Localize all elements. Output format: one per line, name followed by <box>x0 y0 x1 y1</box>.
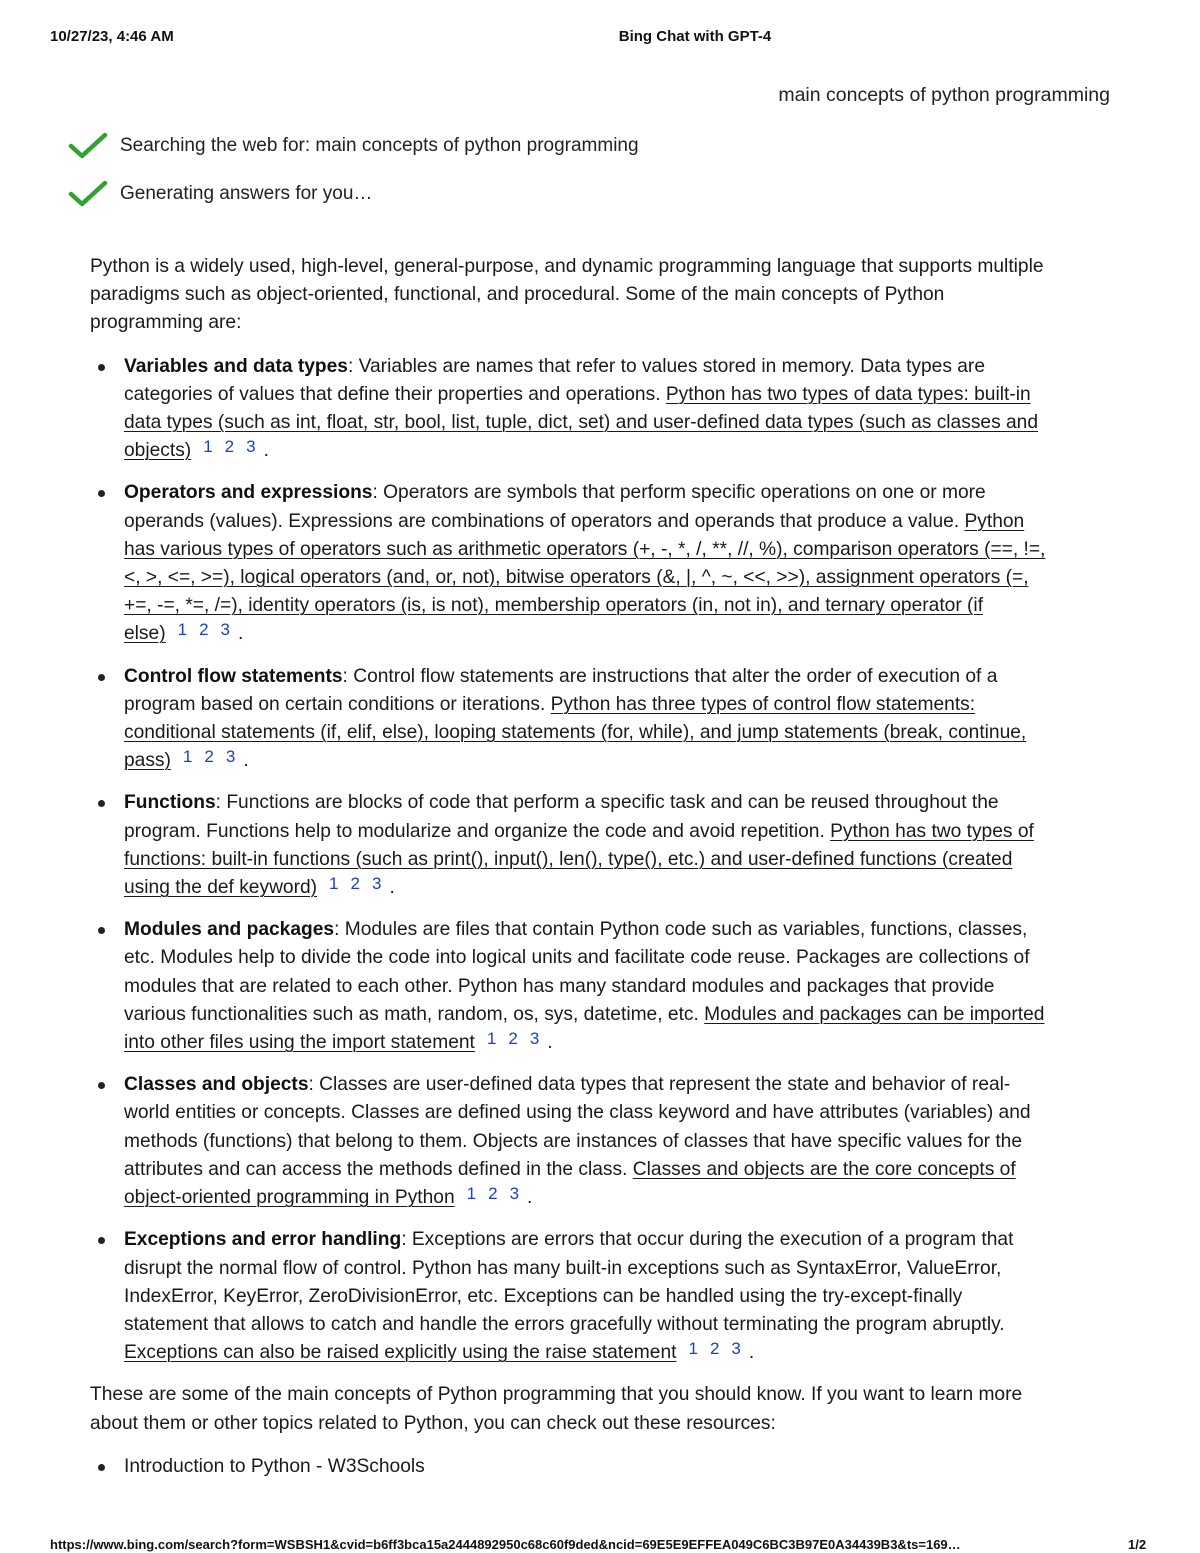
concept-list <box>90 353 1050 1368</box>
citation-group <box>170 620 236 644</box>
citation-link-2[interactable]: 2 <box>488 1184 498 1204</box>
citation-group <box>195 437 261 461</box>
concept-text: : Operators are symbols that perform specific operations on one or more operands (values). Expressions are combinations of operators and operands that produce a value. <box>124 482 986 532</box>
concept-term: Functions <box>124 792 216 814</box>
print-header-title: Bing Chat with GPT-4 <box>618 28 772 45</box>
citation-link-3[interactable]: 3 <box>731 1339 741 1359</box>
concept-term: Modules and packages <box>124 919 335 941</box>
citation-link-2[interactable]: 2 <box>224 437 235 457</box>
citation-group <box>479 1029 545 1053</box>
concept-text: : Variables are names that refer to values stored in memory. Data types are categories of values that define their properties and operations. <box>124 355 985 405</box>
concept-item <box>124 353 1050 466</box>
status-generating-text: Generating answers for you… <box>120 183 373 204</box>
status-generating <box>68 180 372 208</box>
citation-group <box>321 874 387 898</box>
print-footer-page-number: 1/2 <box>1128 1537 1147 1552</box>
citation-link-1[interactable]: 1 <box>329 874 339 894</box>
citation-link-1[interactable]: 1 <box>486 1029 497 1049</box>
citation-group <box>175 747 241 771</box>
checkmark-icon <box>68 132 108 160</box>
concept-item <box>124 1071 1050 1212</box>
concept-item <box>124 663 1050 776</box>
citation-link-2[interactable]: 2 <box>199 620 209 640</box>
concept-text: : Modules are files that contain Python code such as variables, functions, classes, etc. Modules help to divide the code into logical units and facilitate code reuse. Packages are collections of modules that are related to each other. Python has many standard modules and packages that provide various functionalities such as math, random, os, sys, datetime, etc. <box>124 919 1030 1025</box>
concept-item <box>124 1226 1050 1367</box>
sentence-period: . <box>389 877 395 899</box>
citation-link-1[interactable]: 1 <box>177 620 188 640</box>
concept-text: : Exceptions are errors that occur during the execution of a program that disrupt the normal flow of control. Python has many built-in exceptions such as SyntaxError, ValueError, IndexError, KeyError, ZeroDivisionError, etc. Exceptions can be handled using the try-except-finally statement that allows to catch and handle the errors gracefully without terminating the program abruptly. <box>124 1229 1014 1335</box>
citation-link-1[interactable]: 1 <box>203 437 213 457</box>
sentence-period: . <box>547 1032 553 1054</box>
citation-link-2[interactable]: 2 <box>709 1339 720 1359</box>
sentence-period: . <box>243 750 249 772</box>
sentence-period: . <box>263 440 269 462</box>
resource-list <box>90 1453 1050 1481</box>
concept-term: Variables and data types <box>124 355 348 377</box>
resource-item <box>124 1453 1050 1481</box>
concept-claim-link[interactable]: Exceptions can also be raised explicitly using the raise statement <box>124 1342 677 1364</box>
citation-link-2[interactable]: 2 <box>350 874 360 894</box>
concept-claim-link[interactable]: Python has two types of data types: built-in data types (such as int, float, str, bool, list, tuple, dict, set) and user-defined data types (such as classes and objects) <box>124 383 1039 462</box>
sentence-period: . <box>238 623 244 645</box>
citation-link-3[interactable]: 3 <box>220 620 230 640</box>
citation-group <box>680 1339 746 1363</box>
citation-link-3[interactable]: 3 <box>246 437 256 457</box>
answer-body <box>90 253 1050 1495</box>
concept-claim-link[interactable]: Modules and packages can be imported into other files using the import statement <box>124 1003 1045 1054</box>
sentence-period: . <box>748 1342 755 1364</box>
concept-claim-link[interactable]: Classes and objects are the core concepts of object-oriented programming in Python <box>124 1158 1016 1209</box>
citation-link-3[interactable]: 3 <box>509 1184 520 1204</box>
concept-term: Operators and expressions <box>124 482 373 504</box>
citation-group <box>459 1184 525 1208</box>
concept-term: Control flow statements <box>124 665 343 687</box>
concept-term: Classes and objects <box>124 1074 309 1096</box>
citation-link-3[interactable]: 3 <box>371 874 382 894</box>
concept-claim-link[interactable]: Python has three types of control flow statements: conditional statements (if, elif, else), looping statements (for, while), and jump statements (break, continue, pass) <box>124 693 1027 772</box>
concept-term: Exceptions and error handling <box>124 1229 402 1251</box>
answer-outro: These are some of the main concepts of Python programming that you should know. If you want to learn more about them or other topics related to Python, you can check out these resources: <box>90 1384 1023 1434</box>
citation-link-1[interactable]: 1 <box>466 1184 477 1204</box>
concept-claim-link[interactable]: Python has two types of functions: built-in functions (such as print(), input(), len(), type(), etc.) and user-defined functions (created using the def keyword) <box>124 820 1034 899</box>
resource-link[interactable]: Introduction to Python - W3Schools <box>124 1455 425 1477</box>
user-query-message: main concepts of python programming <box>778 84 1110 106</box>
concept-item <box>124 916 1050 1057</box>
answer-intro: Python is a widely used, high-level, general-purpose, and dynamic programming language that supports multiple paradigms such as object-oriented, functional, and procedural. Some of the main concepts of Python programming are: <box>90 256 1044 334</box>
concept-text: : Control flow statements are instructions that alter the order of execution of a program based on certain conditions or iterations. <box>124 665 998 715</box>
citation-link-2[interactable]: 2 <box>508 1029 518 1049</box>
print-header-date: 10/27/23, 4:46 AM <box>50 28 174 45</box>
checkmark-icon <box>68 180 108 208</box>
sentence-period: . <box>527 1187 533 1209</box>
status-searching-text: Searching the web for: main concepts of python programming <box>120 135 639 156</box>
status-searching <box>68 132 639 160</box>
concept-claim-link[interactable]: Python has various types of operators such as arithmetic operators (+, -, *, /, **, //, %), comparison operators (==, !=, <, >, <=, >=), logical operators (and, or, not), bitwise operators (&, |, ^, ~, <<, >>), assignment operators (=, +=, -=, *=, /=), identity operators (is, is not), membership operators (in, not in), and ternary operator (if else) <box>124 510 1046 645</box>
citation-link-1[interactable]: 1 <box>688 1339 698 1359</box>
concept-text: : Classes are user-defined data types that represent the state and behavior of real-world entities or concepts. Classes are defined using the class keyword and have attributes (variables) and methods (functions) that belong to them. Objects are instances of classes that have specific values for the attributes and can access the methods defined in the class. <box>124 1074 1031 1180</box>
concept-item <box>124 479 1050 648</box>
citation-link-2[interactable]: 2 <box>204 747 214 767</box>
print-footer-url: https://www.bing.com/search?form=WSBSH1&cvid=b6ff3bca15a2444892950c68c60f9ded&ncid=69E5E9EFFEA049C6BC3B97E0A34439B3&ts=169… <box>50 1537 961 1552</box>
citation-link-3[interactable]: 3 <box>529 1029 540 1049</box>
citation-link-1[interactable]: 1 <box>182 747 193 767</box>
concept-item <box>124 789 1050 902</box>
citation-link-3[interactable]: 3 <box>225 747 236 767</box>
concept-text: : Functions are blocks of code that perform a specific task and can be reused throughout the program. Functions help to modularize and organize the code and avoid repetition. <box>124 792 999 842</box>
